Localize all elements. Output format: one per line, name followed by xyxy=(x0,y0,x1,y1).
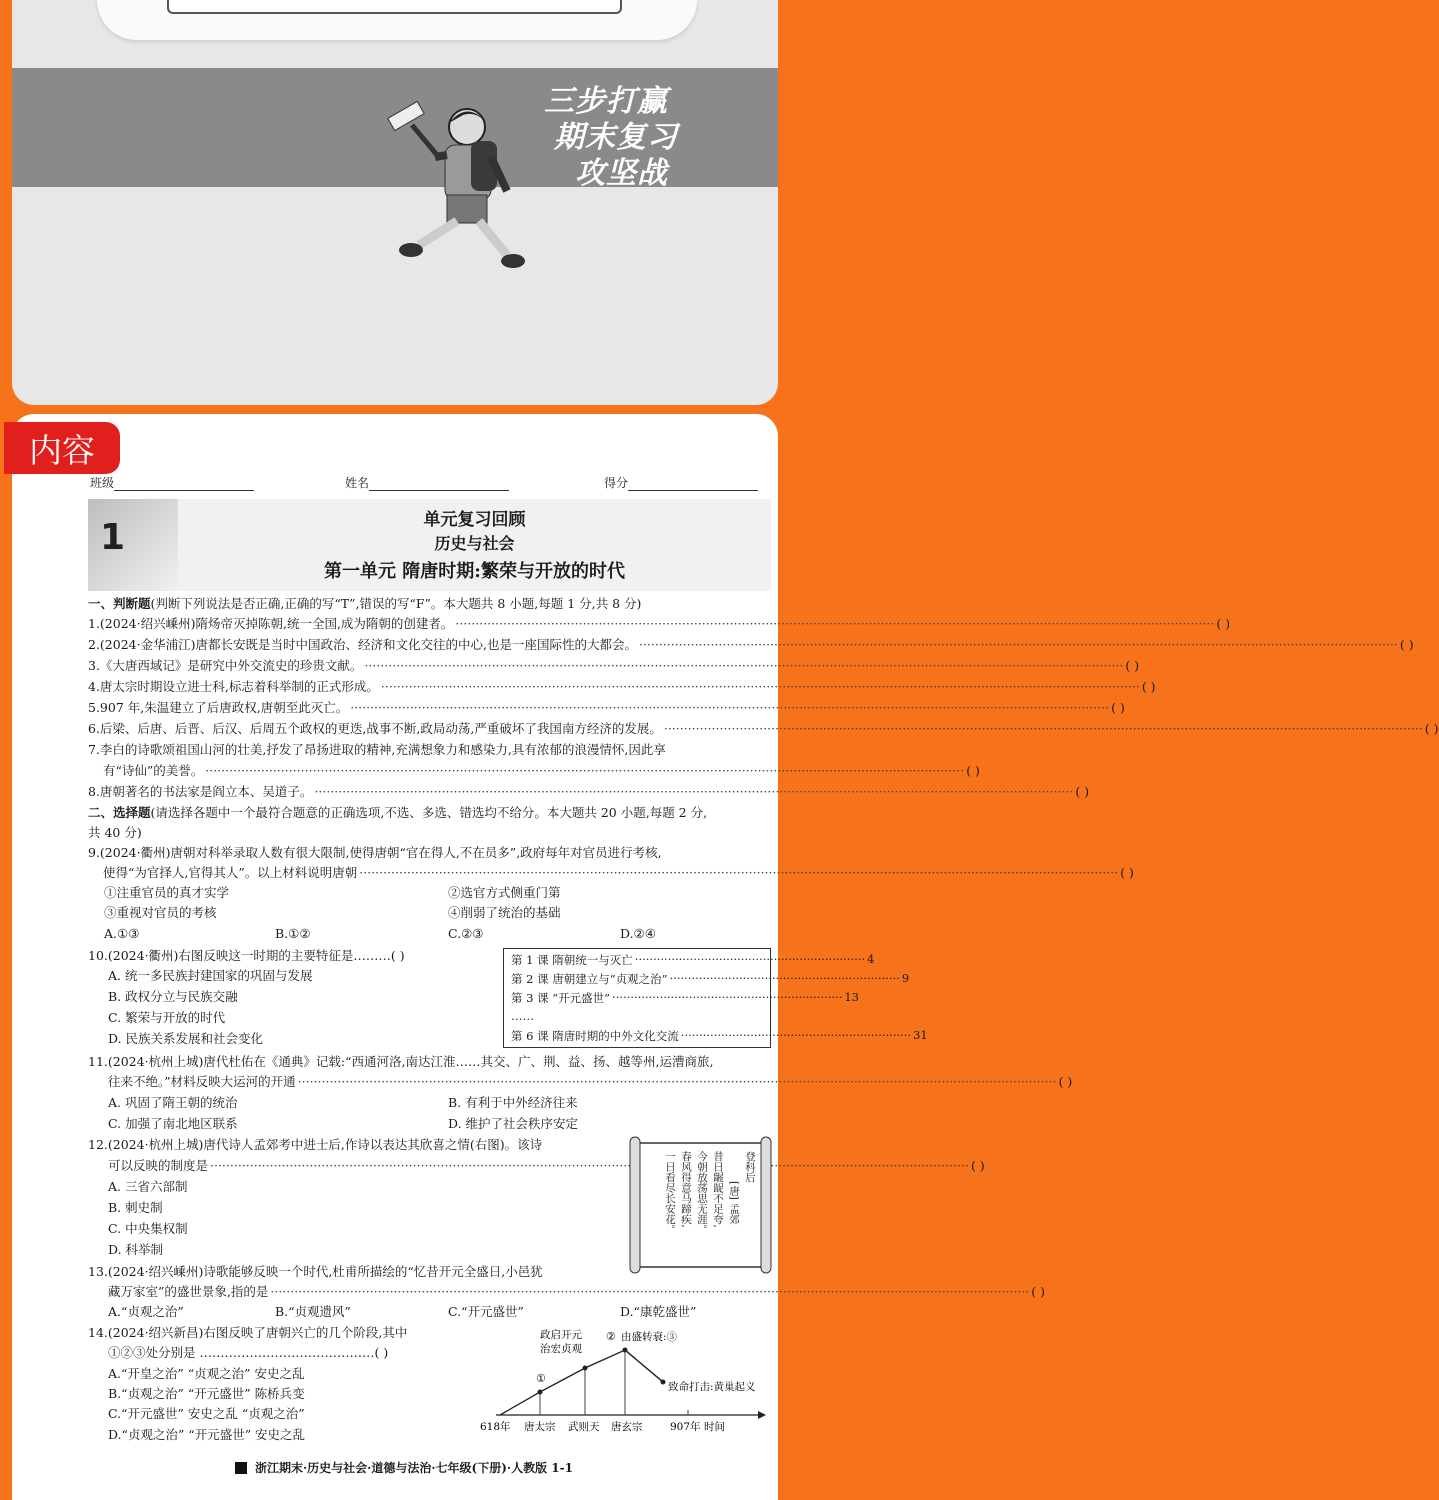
poem-text xyxy=(644,1151,756,1261)
q13-option-b[interactable]: B.“贞观遗风” xyxy=(275,1304,351,1319)
data-point xyxy=(623,1348,628,1353)
q14-option-b[interactable]: B.“贞观之治” “开元盛世” 陈桥兵变 xyxy=(108,1386,305,1401)
question-text: 6.后梁、后唐、后晋、后汉、后周五个政权的更迭,战事不断,政局动荡,严重破坏了我国南方经济的发展。 xyxy=(88,721,662,736)
q10-option-c[interactable]: C. 繁荣与开放的时代 xyxy=(108,1010,226,1025)
page-title: 单元复习回顾 xyxy=(423,510,526,530)
x-label: 武则天 xyxy=(568,1421,600,1433)
toc-label: …… xyxy=(511,1009,534,1023)
q14-option-c[interactable]: C.“开元盛世” 安史之乱 “贞观之治” xyxy=(108,1406,305,1421)
answer-blank[interactable]: ( ) xyxy=(1111,700,1125,715)
question-text: 3.《大唐西域记》是研究中外交流史的珍贵文献。 xyxy=(88,658,363,673)
toc-page: 4 xyxy=(867,952,875,966)
toc-row xyxy=(511,971,910,987)
q14-option-d[interactable]: D.“贞观之治” “开元盛世” 安史之乱 xyxy=(108,1427,306,1442)
poem-line: 昔日龌龊不足夸, xyxy=(712,1151,724,1228)
answer-blank[interactable]: ( ) xyxy=(1125,658,1140,673)
q9-option-d[interactable]: D.②④ xyxy=(620,926,656,941)
poem-line: 今朝放荡思无涯。 xyxy=(696,1151,708,1235)
x-label: 907年 xyxy=(670,1421,701,1433)
q14-option-a[interactable]: A.“开皇之治” “贞观之治” 安史之乱 xyxy=(108,1366,305,1381)
page-footer xyxy=(235,1459,573,1476)
q9-option-c[interactable]: C.②③ xyxy=(448,926,484,941)
poem-author: [唐] 孟郊 xyxy=(728,1181,740,1225)
label-decline: 由盛转衰:③ xyxy=(621,1331,678,1343)
question-text: 8.唐朝著名的书法家是阎立本、吴道子。 xyxy=(88,784,313,799)
q11-option-d[interactable]: D. 维护了社会秩序安定 xyxy=(448,1116,579,1131)
q11-option-b[interactable]: B. 有利于中外经济往来 xyxy=(448,1095,578,1110)
decline-segment xyxy=(625,1350,663,1382)
label-circle-2: ② xyxy=(606,1330,616,1343)
q11-option-c[interactable]: C. 加强了南北地区联系 xyxy=(108,1116,238,1131)
section-2-heading xyxy=(88,803,774,823)
q13-stem-cont xyxy=(88,1282,1046,1302)
q13-option-c[interactable]: C.“开元盛世” xyxy=(448,1304,524,1319)
answer-blank[interactable]: ( ) xyxy=(1058,1074,1073,1089)
toc-row xyxy=(511,990,859,1006)
trend-line xyxy=(500,1350,663,1415)
q10-option-d[interactable]: D. 民族关系发展和社会变化 xyxy=(108,1031,264,1046)
subject-title: 历史与社会 xyxy=(434,534,515,553)
label-zhenguan: 治宏贞观 xyxy=(540,1343,582,1355)
toc-label: 第 3 课 “开元盛世” xyxy=(511,991,611,1005)
q9-stem: 9.(2024·衢州)唐朝对科举录取人数有很大限制,使得唐朝“官在得人,不在员多”,政府每年对官员进行考核, xyxy=(88,845,662,860)
section-1-note: (判断下列说法是否正确,正确的写“T”,错误的写“F”。本大题共 8 小题,每题 1 分,共 8 分) xyxy=(150,596,642,611)
judge-item xyxy=(88,656,1140,676)
toc-row xyxy=(511,1009,765,1023)
q9-option-a[interactable]: A.①③ xyxy=(104,926,140,941)
judge-item xyxy=(88,635,1414,655)
q10-option-b[interactable]: B. 政权分立与民族交融 xyxy=(108,989,238,1004)
question-text: 藏万家室”的盛世景象,指的是 xyxy=(108,1284,269,1299)
x-axis-arrow xyxy=(758,1411,766,1419)
toc-row xyxy=(511,952,875,968)
judge-item xyxy=(88,614,1231,634)
question-text: 5.907 年,朱温建立了后唐政权,唐朝至此灭亡。 xyxy=(88,700,349,715)
judge-item-7-line-1: 7.李白的诗歌颂祖国山河的壮美,抒发了昂扬进取的精神,充满想象力和感染力,具有浓郁的浪漫情怀,因此享 xyxy=(88,742,666,757)
judge-item xyxy=(88,719,1439,739)
q10-option-a[interactable]: A. 统一多民族封建国家的巩固与发展 xyxy=(108,968,313,983)
label-kaiyuan: 政启开元 xyxy=(540,1329,582,1341)
score-field[interactable] xyxy=(604,474,758,491)
q9-option-b[interactable]: B.①② xyxy=(275,926,311,941)
q10-stem: 10.(2024·衢州)右图反映这一时期的主要特征是………( ) xyxy=(88,948,405,963)
q13-option-a[interactable]: A.“贞观之治” xyxy=(108,1304,184,1319)
label-circle-1: ① xyxy=(536,1372,546,1385)
answer-blank[interactable]: ( ) xyxy=(1075,784,1090,799)
q9-item: ②选官方式侧重门第 xyxy=(448,885,561,900)
q12-option-b[interactable]: B. 刺史制 xyxy=(108,1200,163,1215)
name-label: 姓名 xyxy=(345,476,370,490)
q11-option-a[interactable]: A. 巩固了隋王朝的统治 xyxy=(108,1095,238,1110)
question-text: 使得“为官择人,官得其人”。以上材料说明唐朝 xyxy=(103,865,358,880)
q12-option-d[interactable]: D. 科举制 xyxy=(108,1242,164,1257)
toc-page: 9 xyxy=(901,971,910,985)
q12-option-c[interactable]: C. 中央集权制 xyxy=(108,1221,188,1236)
toc-label: 第 6 课 隋唐时期的中外文化交流 xyxy=(511,1029,679,1043)
data-point xyxy=(661,1380,666,1385)
answer-blank[interactable]: ( ) xyxy=(1424,721,1439,736)
toc-row xyxy=(511,1028,928,1044)
answer-blank[interactable]: ( ) xyxy=(966,763,980,778)
x-label: 唐玄宗 xyxy=(611,1421,643,1433)
q12-stem: 12.(2024·杭州上城)唐代诗人孟郊考中进士后,作诗以表达其欣喜之情(右图)。该诗 xyxy=(88,1137,543,1152)
promo-card xyxy=(12,0,778,405)
answer-blank[interactable]: ( ) xyxy=(1120,865,1134,880)
toc-label: 第 2 课 唐朝建立与“贞观之治” xyxy=(511,972,668,986)
q9-item: ③重视对官员的考核 xyxy=(104,905,217,920)
x-label: 唐太宗 xyxy=(524,1421,556,1433)
judge-item xyxy=(88,677,1156,697)
answer-blank[interactable]: ( ) xyxy=(1399,637,1414,652)
toc-page: 31 xyxy=(913,1028,928,1042)
poem-line: 一日看尽长安花。 xyxy=(664,1151,676,1235)
answer-blank[interactable]: ( ) xyxy=(1216,616,1231,631)
device-screen xyxy=(167,0,622,14)
unit-header xyxy=(88,499,771,591)
class-label: 班级 xyxy=(90,476,115,490)
tang-dynasty-trend-chart xyxy=(478,1320,778,1440)
q14-stem-cont: ①②③处分别是 ……………………………………( ) xyxy=(108,1345,389,1360)
table-of-contents-figure xyxy=(503,948,928,1048)
q13-option-d[interactable]: D.“康乾盛世” xyxy=(620,1304,697,1319)
section-1-heading xyxy=(88,594,774,614)
name-field[interactable] xyxy=(345,474,509,491)
data-point xyxy=(583,1366,588,1371)
slogan-line-3: 攻坚战 xyxy=(575,156,668,191)
question-text: 有“诗仙”的美誉。 xyxy=(103,763,204,778)
content-tag: 内容 xyxy=(4,422,120,474)
score-label: 得分 xyxy=(604,476,629,490)
poem-scroll-figure xyxy=(628,1137,773,1273)
toc-label: 第 1 课 隋朝统一与灭亡 xyxy=(511,953,633,967)
footer-mark-icon xyxy=(235,1462,247,1474)
q9-item: ①注重官员的真才实学 xyxy=(104,885,230,900)
judge-item xyxy=(88,761,980,781)
question-text: 4.唐太宗时期设立进士科,标志着科举制的正式形成。 xyxy=(88,679,379,694)
poem-line: 春风得意马蹄疾, xyxy=(680,1151,692,1228)
slogan-line-1: 三步打赢 xyxy=(544,84,668,119)
footer-text: 浙江期末·历史与社会·道德与法治·七年级(下册)·人教版 1-1 xyxy=(255,1461,573,1475)
q13-stem: 13.(2024·绍兴嵊州)诗歌能够反映一个时代,杜甫所描绘的“忆昔开元全盛日,小邑犹 xyxy=(88,1264,543,1279)
x-label: 618年 xyxy=(480,1421,511,1433)
x-axis-title: 时间 xyxy=(704,1421,725,1433)
q11-stem: 11.(2024·杭州上城)唐代杜佑在《通典》记载:“西通河洛,南达江淮……其交、广、荆、益、扬、越等州,运漕商旅, xyxy=(88,1054,714,1069)
running-student-illustration xyxy=(367,95,537,275)
section-2-title: 二、选择题 xyxy=(88,805,151,820)
toc-page: 13 xyxy=(844,990,859,1004)
q9-item: ④削弱了统治的基础 xyxy=(448,905,561,920)
q14-stem: 14.(2024·绍兴新昌)右图反映了唐朝兴亡的几个阶段,其中 xyxy=(88,1325,408,1340)
question-text: 2.(2024·金华浦江)唐都长安既是当时中国政治、经济和文化交往的中心,也是一座国际性的大都会。 xyxy=(88,637,637,652)
unit-number: 1 xyxy=(100,517,126,558)
section-2-note: (请选择各题中一个最符合题意的正确选项,不选、多选、错选均不给分。本大题共 20 小题,每题 2 分, xyxy=(150,805,708,820)
unit-title: 第一单元 隋唐时期:繁荣与开放的时代 xyxy=(324,561,625,582)
answer-blank[interactable]: ( ) xyxy=(970,1158,985,1173)
poem-title: 登科后 xyxy=(744,1151,756,1183)
data-point xyxy=(538,1390,543,1395)
section-2-note-cont: 共 40 分) xyxy=(88,825,142,840)
label-huangchao: 致命打击:黄巢起义 xyxy=(668,1381,756,1393)
q9-stem-cont xyxy=(88,863,1134,883)
judge-item xyxy=(88,782,1090,802)
section-1-title: 一、判断题 xyxy=(88,596,151,611)
slogan-line-2: 期末复习 xyxy=(554,120,678,155)
judge-item xyxy=(88,698,1125,718)
answer-blank[interactable]: ( ) xyxy=(1031,1284,1046,1299)
answer-blank[interactable]: ( ) xyxy=(1141,679,1156,694)
question-text: 1.(2024·绍兴嵊州)隋炀帝灭掉陈朝,统一全国,成为隋朝的创建者。 xyxy=(88,616,454,631)
q12-option-a[interactable]: A. 三省六部制 xyxy=(108,1179,188,1194)
q11-stem-cont xyxy=(88,1072,1073,1092)
question-text: 往来不绝。”材料反映大运河的开通 xyxy=(108,1074,296,1089)
question-text: 可以反映的制度是 xyxy=(108,1158,209,1173)
class-field[interactable] xyxy=(90,474,254,491)
device-frame xyxy=(97,0,697,40)
